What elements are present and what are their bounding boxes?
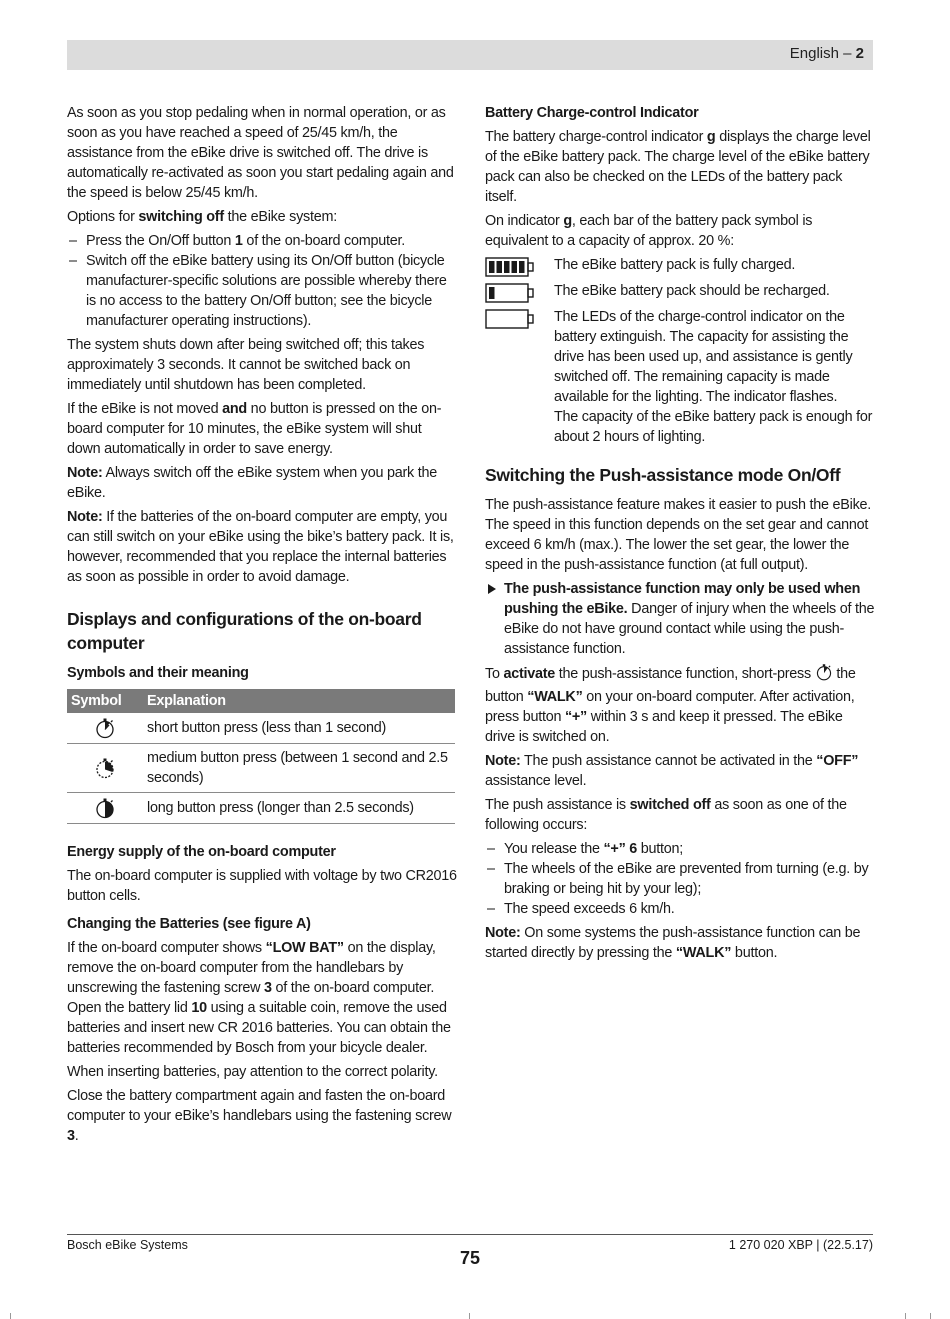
battery-empty-text: The LEDs of the charge-control indicator on the battery extinguish. The capacity for assisting the drive has been used up, and assistance is gently switched off. The remaining capacity is made available for the lighting. The indicator flashes.	[554, 309, 853, 405]
subsection-heading: Changing the Batteries (see figure A)	[67, 916, 311, 932]
table-row	[67, 713, 455, 744]
battery-empty-icon	[485, 309, 535, 335]
note: Note: The push assistance cannot be activated in the “OFF” assistance level.	[485, 753, 859, 789]
footer-doc-id: 1 270 020 XBP | (22.5.17)	[728, 1238, 873, 1252]
paragraph: The system shuts down after being switched off; this takes approximately 3 seconds. It cannot be switched back on immediately until shutdown has been completed.	[67, 337, 425, 393]
crop-mark	[905, 1313, 906, 1319]
paragraph: Close the battery compartment again and fasten the on-board computer to your eBike’s handlebars using the fastening screw 3.	[67, 1088, 452, 1144]
crop-mark	[469, 1313, 470, 1319]
paragraph: If the on-board computer shows “LOW BAT” on the display, remove the on-board computer from the handlebars by unscrewing the fastening screw 3 of the on-board computer. Open the battery lid 10 using a suitable coin, remove the used batteries and insert new CR 2016 batteries. You can obtain the batteries recommended by Bosch from your bicycle dealer.	[67, 940, 451, 1056]
subsection-heading: Battery Charge-control Indicator	[485, 105, 699, 121]
paragraph: When inserting batteries, pay attention to the correct polarity.	[67, 1064, 438, 1080]
battery-empty-text-lighting: The capacity of the eBike battery pack is enough for about 2 hours of lighting.	[554, 409, 873, 445]
paragraph: The push assistance is switched off as soon as one of the following occurs:	[485, 797, 847, 833]
footer-divider	[67, 1234, 873, 1235]
left-column	[67, 103, 457, 1150]
warning-triangle-icon	[488, 584, 496, 594]
paragraph: As soon as you stop pedaling when in normal operation, or as soon as you have reached a speed of 25/45 km/h, the assistance from the eBike drive is switched off. The drive is automatically re-activated as soon you start pedaling again and the speed is below 25/45 km/h.	[67, 105, 454, 201]
stopwatch-short-icon	[815, 663, 833, 687]
crop-mark	[10, 1313, 11, 1319]
paragraph: To activate the push-assistance function, short-press the button “WALK” on your on-board computer. After activation, press button “+” within 3 s and keep it pressed. The eBike drive is switched on.	[485, 663, 875, 747]
battery-low-text: The eBike battery pack should be recharged.	[554, 283, 830, 299]
symbols-table	[67, 689, 455, 824]
footer-publisher: Bosch eBike Systems	[67, 1238, 188, 1252]
battery-level-row	[485, 281, 875, 303]
paragraph: The battery charge-control indicator g displays the charge level of the eBike battery pack. The charge level of the eBike battery pack can also be checked on the LEDs of the battery pack itself.	[485, 129, 871, 205]
note: Note: If the batteries of the on-board computer are empty, you can still switch on your eBike using the bike’s battery pack. It is, however, recommended that you replace the internal batteries as soon as possible in order to avoid damage.	[67, 509, 454, 585]
battery-full-text: The eBike battery pack is fully charged.	[554, 257, 796, 273]
header-section-label: English – 2	[789, 45, 864, 62]
stopwatch-short-icon	[67, 713, 143, 744]
table-row	[67, 793, 455, 824]
section-heading: Displays and configurations of the on-board computer	[67, 609, 422, 653]
switch-off-options-list	[67, 231, 457, 331]
note: Note: On some systems the push-assistance function can be started directly by pressing the “WALK” button.	[485, 925, 861, 961]
note: Note: Always switch off the eBike system when you park the eBike.	[67, 465, 437, 501]
list-item: – Press the On/Off button 1 of the on-board computer.	[67, 231, 457, 251]
section-heading: Switching the Push-assistance mode On/Off	[485, 465, 841, 485]
table-header-symbol: Symbol	[67, 689, 143, 713]
safety-warning: The push-assistance function may only be used when pushing the eBike. Danger of injury when the wheels of the eBike do not have ground contact while using the push-assistance function.	[485, 579, 875, 659]
list-item: – The wheels of the eBike are prevented from turning (e.g. by braking or being hit by your leg);	[485, 859, 875, 899]
paragraph: The on-board computer is supplied with voltage by two CR2016 button cells.	[67, 868, 457, 904]
battery-low-icon	[485, 283, 535, 309]
stopwatch-long-icon	[67, 793, 143, 824]
table-row	[67, 744, 455, 793]
battery-full-icon	[485, 257, 535, 283]
paragraph: On indicator g, each bar of the battery pack symbol is equivalent to a capacity of approx. 20 %:	[485, 213, 813, 249]
table-cell: short button press (less than 1 second)	[143, 713, 455, 744]
battery-level-row	[485, 255, 875, 277]
stopwatch-medium-icon	[67, 744, 143, 793]
paragraph: The push-assistance feature makes it easier to push the eBike. The speed in this function depends on the set gear and cannot exceed 6 km/h (max.). The lower the set gear, the lower the speed in the push-assistance function (at full output).	[485, 497, 872, 573]
list-item: – The speed exceeds 6 km/h.	[485, 899, 875, 919]
subsection-heading: Symbols and their meaning	[67, 665, 249, 681]
page-number: 75	[459, 1248, 481, 1268]
crop-mark	[930, 1313, 931, 1319]
table-cell: long button press (longer than 2.5 seconds)	[143, 793, 455, 824]
switch-off-conditions-list	[485, 839, 875, 919]
list-item: – You release the “+” 6 button;	[485, 839, 875, 859]
table-header-row	[67, 689, 455, 713]
table-header-explanation: Explanation	[143, 689, 455, 713]
right-column	[485, 103, 875, 967]
battery-level-row	[485, 307, 875, 447]
table-cell: medium button press (between 1 second and 2.5 seconds)	[143, 744, 455, 793]
list-item: – Switch off the eBike battery using its On/Off button (bicycle manufacturer-specific solutions are possible whereby there is no access to the battery On/Off button; see the bicycle manufacturer operating instructions).	[67, 251, 457, 331]
paragraph: If the eBike is not moved and no button is pressed on the on-board computer for 10 minutes, the eBike system will shut down automatically in order to save energy.	[67, 401, 442, 457]
header-band	[67, 40, 873, 70]
subsection-heading: Energy supply of the on-board computer	[67, 844, 336, 860]
paragraph: Options for switching off the eBike system:	[67, 209, 337, 225]
